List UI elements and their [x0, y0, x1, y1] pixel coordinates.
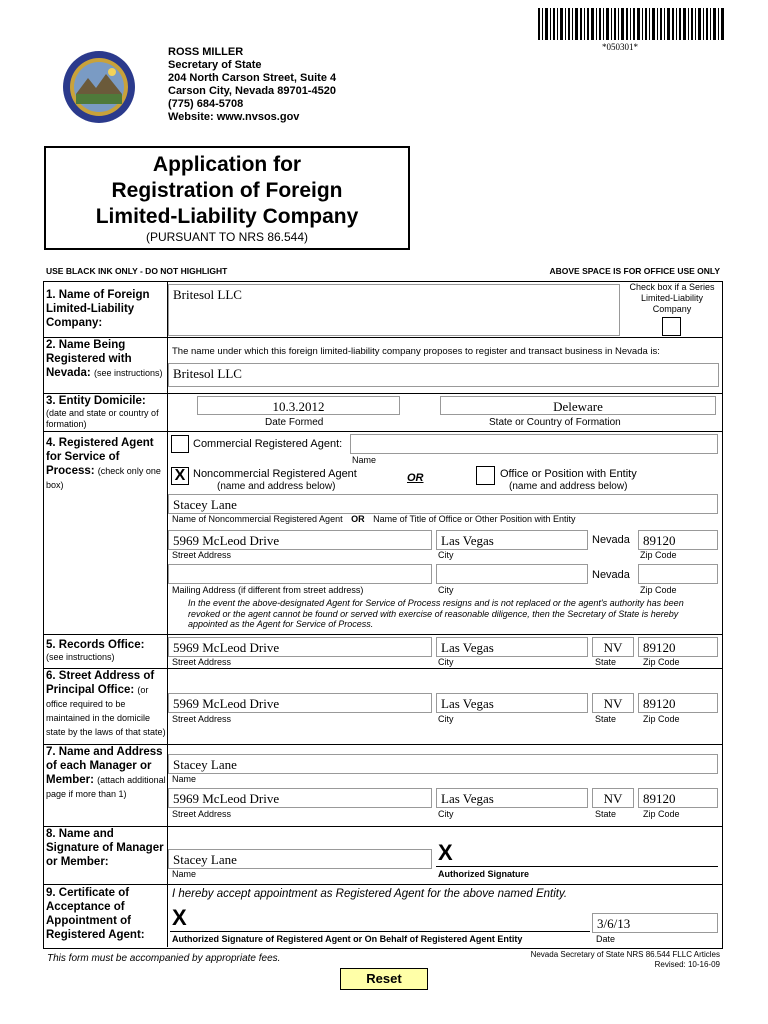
agent-street-caption: Street Address — [172, 550, 232, 560]
records-zip-caption: Zip Code — [643, 657, 680, 667]
records-state-caption: State — [595, 657, 617, 667]
records-zip-field[interactable]: 89120 — [638, 637, 718, 657]
agent-zip-field[interactable]: 89120 — [638, 530, 718, 550]
s7-label: 7. Name and Address of each Manager or Member: — [46, 746, 163, 786]
agent-state-nevada: Nevada — [592, 534, 630, 546]
noncommercial-agent-sub: (name and address below) — [217, 481, 336, 492]
date-formed-field[interactable]: 10.3.2012 — [197, 396, 400, 415]
principal-street-field[interactable]: 5969 McLeod Drive — [168, 693, 432, 713]
state-of-formation-caption: State or Country of Formation — [489, 417, 621, 428]
commercial-agent-checkbox[interactable] — [171, 435, 189, 453]
state-of-formation-field[interactable]: Deleware — [440, 396, 716, 415]
foreign-name-field[interactable]: Britesol LLC — [168, 284, 620, 336]
agent-signature-caption: Authorized Signature of Registered Agent or On Behalf of Registered Agent Entity — [172, 934, 523, 944]
s5-label: 5. Records Office: — [46, 639, 145, 651]
series-checkbox[interactable] — [662, 317, 681, 336]
s3-label-block — [46, 394, 166, 430]
principal-city-caption: City — [438, 714, 454, 724]
office-position-sub: (name and address below) — [509, 481, 628, 492]
manager-signature-mark: X — [438, 840, 453, 865]
agent-city-field[interactable]: Las Vegas — [436, 530, 588, 550]
form-title-box — [44, 146, 410, 250]
office-use-note: ABOVE SPACE IS FOR OFFICE USE ONLY — [549, 266, 720, 276]
s8-label: 8. Name and Signature of Manager or Member: — [46, 828, 164, 868]
mailing-zip-caption: Zip Code — [640, 585, 677, 595]
records-street-caption: Street Address — [172, 657, 232, 667]
agent-name-caption-a: Name of Noncommercial Registered Agent — [172, 514, 343, 524]
mailing-street-field[interactable] — [168, 564, 432, 584]
agent-acceptance-date-field[interactable]: 3/6/13 — [592, 913, 718, 933]
nevada-name-field[interactable]: Britesol LLC — [168, 363, 719, 387]
s9-label: 9. Certificate of Acceptance of Appointment of Registered Agent: — [46, 887, 145, 941]
s4-label-note: (check only one box) — [46, 466, 161, 490]
manager-signature-name-field[interactable]: Stacey Lane — [168, 849, 432, 869]
signature-line — [436, 866, 718, 867]
s2-label: 2. Name Being Registered with Nevada: — [46, 339, 132, 379]
state-seal-icon — [62, 50, 136, 124]
principal-state-caption: State — [595, 714, 617, 724]
agent-name-caption — [172, 514, 576, 524]
title-line-3: Limited-Liability Company — [95, 205, 359, 228]
fees-note: This form must be accompanied by appropriate fees. — [47, 953, 281, 964]
records-street-field[interactable]: 5969 McLeod Drive — [168, 637, 432, 657]
s4-label-block — [46, 436, 166, 492]
title-statute: (PURSUANT TO NRS 86.544) — [145, 230, 309, 244]
manager-zip-caption: Zip Code — [643, 809, 680, 819]
office-position-checkbox[interactable] — [476, 466, 495, 485]
s5-label-block — [46, 638, 166, 663]
signature-line — [170, 931, 590, 932]
principal-state-field[interactable]: NV — [592, 693, 634, 713]
s1-label: 1. Name of Foreign Limited-Liability Company: — [46, 289, 150, 329]
manager-name-caption: Name — [172, 774, 197, 784]
noncommercial-agent-label: Noncommercial Registered Agent — [193, 468, 357, 480]
records-city-field[interactable]: Las Vegas — [436, 637, 588, 657]
barcode-number: *050301* — [602, 42, 638, 52]
issuer-role: Secretary of State — [168, 59, 262, 71]
agent-signature-mark: X — [172, 905, 187, 930]
s7-label-block — [46, 745, 166, 801]
s7-label-note: (attach additional page if more than 1) — [46, 775, 166, 799]
commercial-agent-name-caption: Name — [352, 455, 377, 465]
manager-city-caption: City — [438, 809, 454, 819]
authority-note: In the event the above-designated Agent for Service of Process resigns and is not replaced or the agent's authority has been revoked or the agent cannot be found or served with exercise of reasonable diligence, then the Secretary of State is hereby appointed as the Agent for Service of Process. — [188, 598, 684, 629]
ink-note: USE BLACK INK ONLY - DO NOT HIGHLIGHT — [46, 266, 228, 276]
commercial-agent-label: Commercial Registered Agent: — [193, 438, 343, 450]
mailing-zip-field[interactable] — [638, 564, 718, 584]
manager-state-field[interactable]: NV — [592, 788, 634, 808]
agent-or-separator: OR — [407, 472, 424, 484]
agent-acceptance-statement: I hereby accept appointment as Registered Agent for the above named Entity. — [172, 888, 568, 900]
agent-name-caption-or: OR — [351, 514, 365, 524]
commercial-agent-name-field[interactable] — [350, 434, 718, 454]
manager-signature-name-caption: Name — [172, 869, 197, 879]
s3-label-note: (date and state or country of formation) — [46, 408, 159, 429]
agent-name-caption-b: Name of Title of Office or Other Position with Entity — [373, 514, 576, 524]
s4-label: 4. Registered Agent for Service of Process: — [46, 437, 154, 477]
records-state-field[interactable]: NV — [592, 637, 634, 657]
title-line-2: Registration of Foreign — [111, 179, 343, 202]
manager-zip-field[interactable]: 89120 — [638, 788, 718, 808]
issuer-address-2: Carson City, Nevada 89701-4520 — [168, 85, 336, 97]
series-note: Check box if a Series Limited-Liability Company — [629, 282, 715, 314]
s3-label: 3. Entity Domicile: — [46, 395, 146, 407]
revision-line-1: Nevada Secretary of State NRS 86.544 FLLC Articles — [530, 950, 720, 959]
agent-zip-caption: Zip Code — [640, 550, 677, 560]
principal-zip-caption: Zip Code — [643, 714, 680, 724]
issuer-block — [168, 46, 336, 124]
date-formed-caption: Date Formed — [265, 417, 324, 428]
s2-label-block — [46, 338, 166, 380]
issuer-phone: (775) 684-5708 — [168, 98, 244, 110]
s6-label-block — [46, 669, 166, 739]
agent-city-caption: City — [438, 550, 454, 560]
s2-label-note: (see instructions) — [93, 368, 163, 378]
manager-street-caption: Street Address — [172, 809, 232, 819]
revision-line-2: Revised: 10-16-09 — [654, 960, 720, 969]
principal-street-caption: Street Address — [172, 714, 232, 724]
row-divider — [43, 884, 722, 885]
office-position-label: Office or Position with Entity — [500, 468, 637, 480]
manager-street-field[interactable]: 5969 McLeod Drive — [168, 788, 432, 808]
manager-signature-caption: Authorized Signature — [438, 869, 530, 879]
s6-label: 6. Street Address of Principal Office: — [46, 670, 155, 696]
noncommercial-agent-checkbox[interactable]: X — [171, 467, 189, 485]
mailing-city-field[interactable] — [436, 564, 588, 584]
issuer-name: ROSS MILLER — [168, 46, 244, 58]
issuer-website: Website: www.nvsos.gov — [168, 111, 300, 123]
agent-street-field[interactable]: 5969 McLeod Drive — [168, 530, 432, 550]
barcode-icon — [538, 8, 724, 40]
manager-city-field[interactable]: Las Vegas — [436, 788, 588, 808]
mailing-city-caption: City — [438, 585, 454, 595]
s2-description: The name under which this foreign limited-liability company proposes to register and transact business in Nevada is: — [172, 346, 660, 357]
title-line-1: Application for — [152, 153, 302, 176]
agent-acceptance-date-caption: Date — [596, 934, 616, 944]
principal-zip-field[interactable]: 89120 — [638, 693, 718, 713]
row-divider — [43, 431, 722, 432]
s5-label-note: (see instructions) — [46, 652, 115, 662]
manager-name-field[interactable]: Stacey Lane — [168, 754, 718, 774]
manager-state-caption: State — [595, 809, 617, 819]
principal-city-field[interactable]: Las Vegas — [436, 693, 588, 713]
reset-button[interactable]: Reset — [340, 968, 428, 990]
mailing-state-nevada: Nevada — [592, 569, 630, 581]
issuer-address-1: 204 North Carson Street, Suite 4 — [168, 72, 337, 84]
agent-name-field[interactable]: Stacey Lane — [168, 494, 718, 514]
row-divider — [43, 634, 722, 635]
records-city-caption: City — [438, 657, 454, 667]
s6-label-note: (or office required to be maintained in the domicile state by the laws of that state) — [46, 685, 166, 737]
mailing-street-caption: Mailing Address (if different from street address) — [172, 585, 364, 595]
